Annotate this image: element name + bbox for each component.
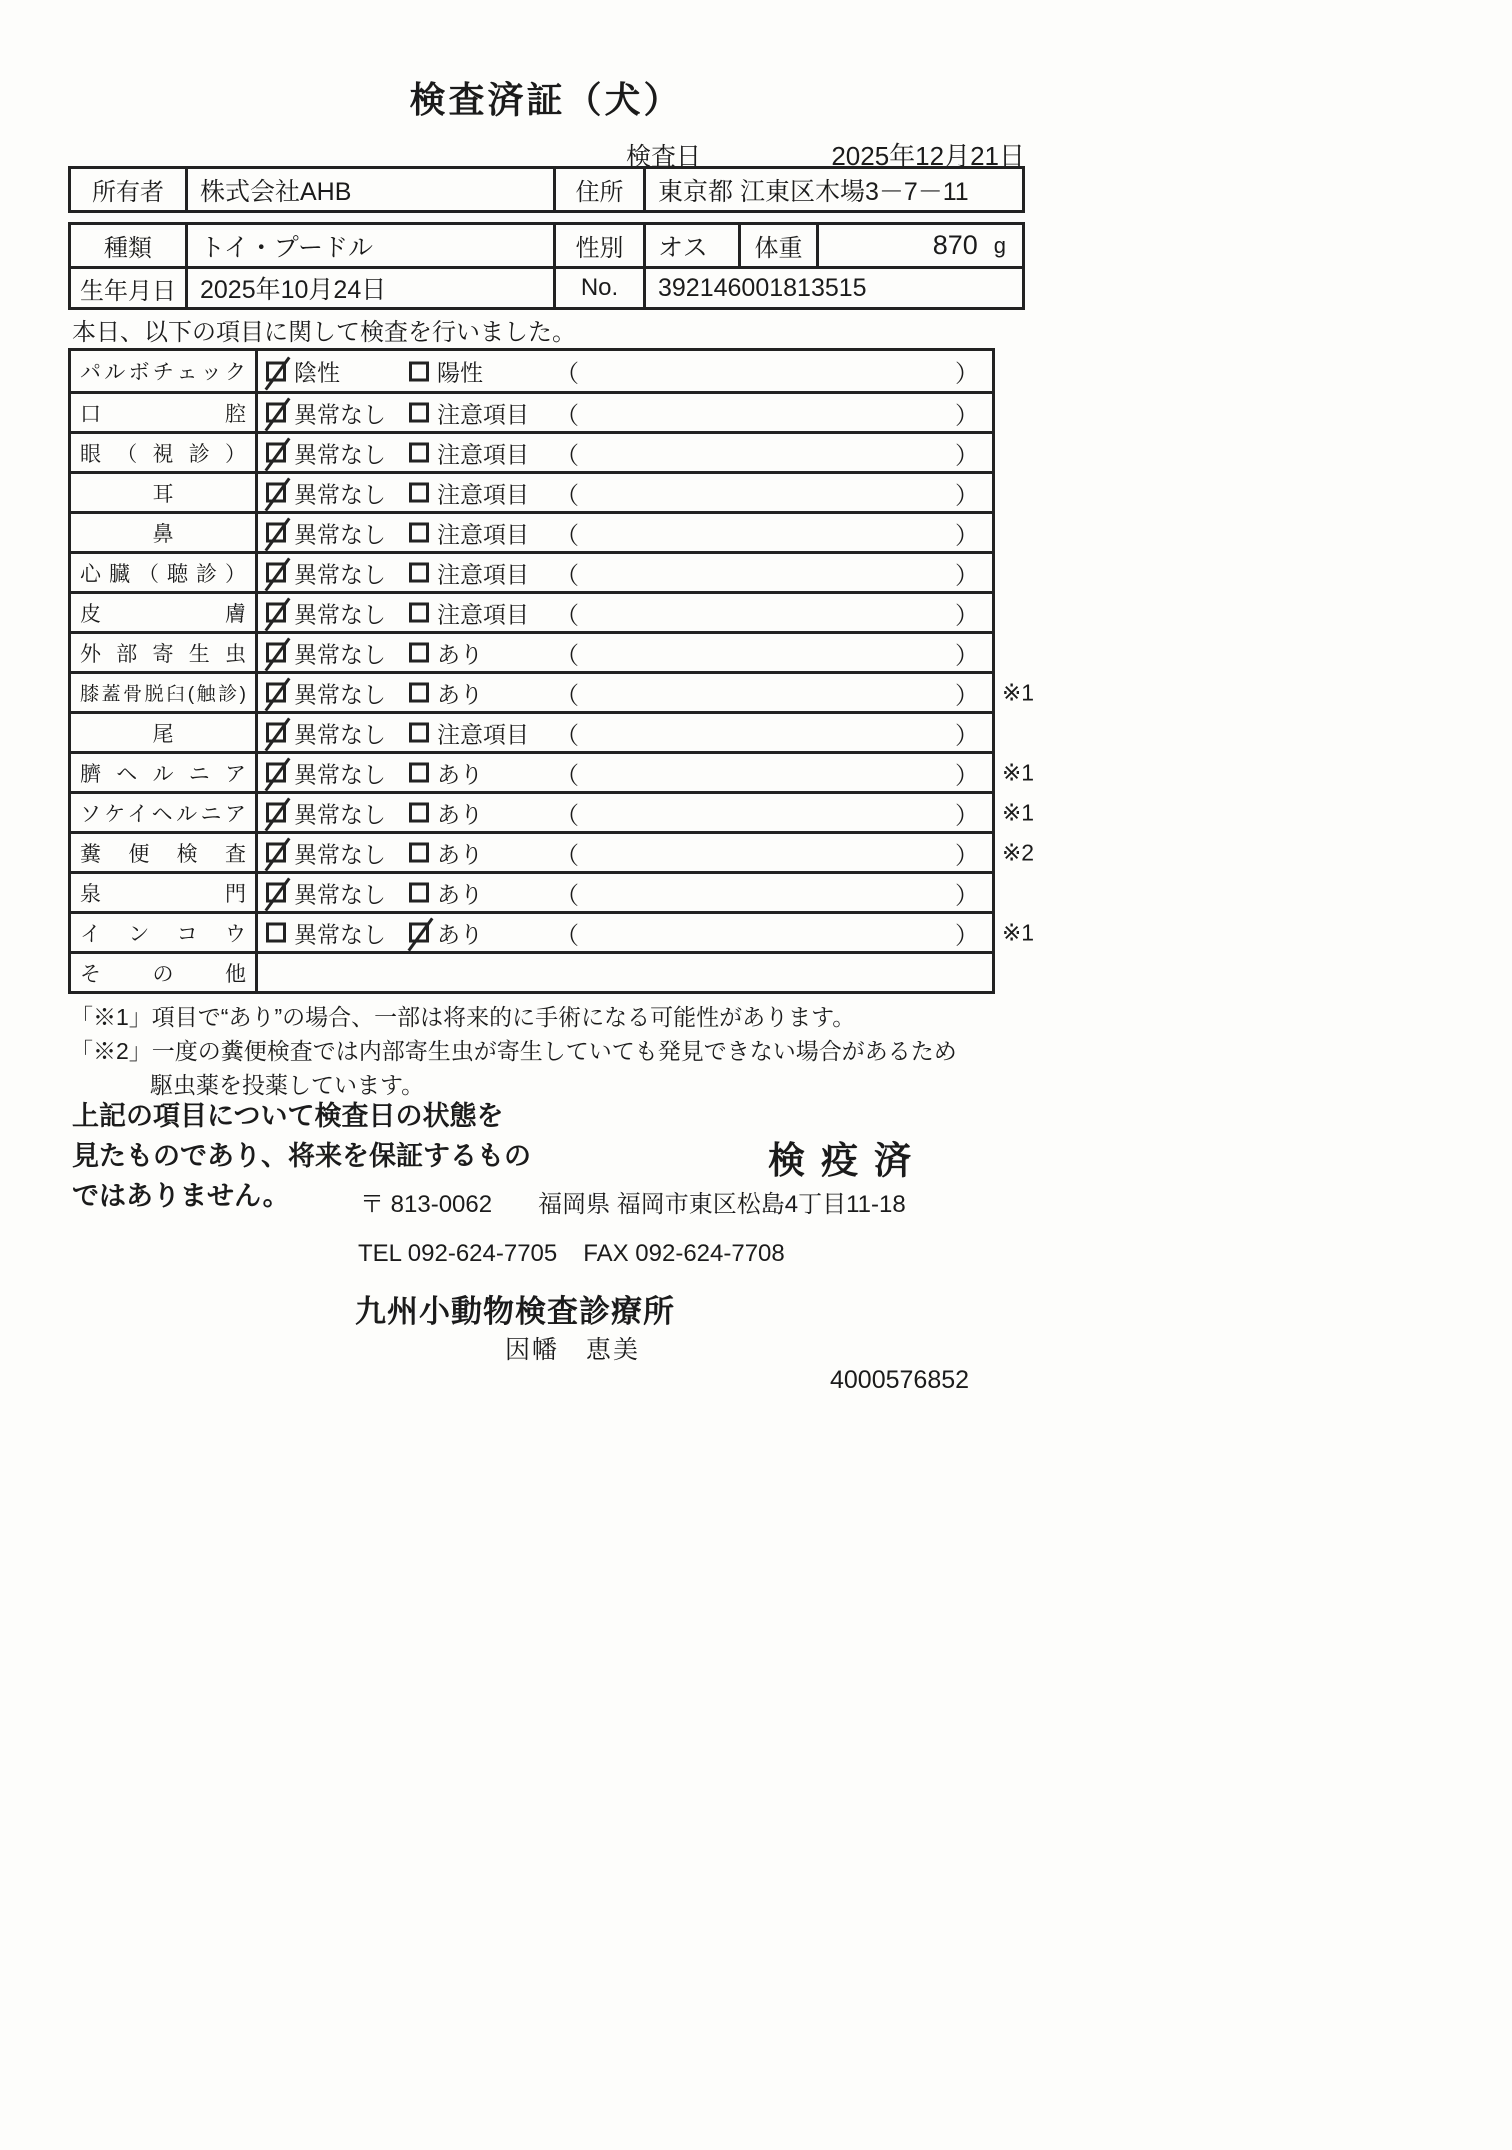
owner-row bbox=[71, 169, 1022, 210]
paren-close: ） bbox=[955, 762, 979, 789]
paren-open: （ bbox=[555, 762, 579, 789]
checkbox-icon bbox=[409, 923, 429, 943]
paren-close: ） bbox=[955, 922, 979, 949]
address-value: 東京都 江東区木場3－7－11 bbox=[643, 169, 1022, 210]
checkbox-icon bbox=[266, 361, 286, 381]
checkbox-icon bbox=[266, 563, 286, 583]
breed-value: トイ・プードル bbox=[185, 225, 553, 266]
intro-text: 本日、以下の項目に関して検査を行いました。 bbox=[72, 319, 576, 346]
owner-table bbox=[68, 166, 1025, 213]
option-label: 異常なし bbox=[294, 721, 386, 747]
clinic-fax: FAX 092-624-7708 bbox=[583, 1240, 785, 1267]
checkbox-icon bbox=[266, 683, 286, 703]
paren-close: ） bbox=[955, 842, 979, 869]
item-name: 鼻 bbox=[152, 522, 174, 546]
option-label: 異常なし bbox=[294, 761, 386, 787]
clinic-postal-row bbox=[360, 1184, 906, 1219]
checklist-row-parvo bbox=[71, 351, 992, 391]
option-label: あり bbox=[437, 681, 483, 707]
option-label: 異常なし bbox=[294, 401, 386, 427]
dob-value: 2025年10月24日 bbox=[185, 269, 553, 307]
checkbox-icon bbox=[409, 843, 429, 863]
option-label: 異常なし bbox=[294, 681, 386, 707]
checkbox-icon bbox=[409, 803, 429, 823]
item-name: 皮膚 bbox=[80, 602, 246, 626]
item-name: 眼（視診） bbox=[80, 442, 246, 466]
checkbox-icon bbox=[266, 403, 286, 423]
paren-close: ） bbox=[955, 642, 979, 669]
disclaimer-line-3: ではありません。 bbox=[72, 1181, 290, 1211]
paren-close: ） bbox=[955, 522, 979, 549]
checkbox-icon bbox=[409, 403, 429, 423]
checkbox-icon bbox=[409, 883, 429, 903]
paren-close: ） bbox=[955, 402, 979, 429]
clinic-tel: TEL 092-624-7705 bbox=[358, 1240, 558, 1267]
paren-close: ） bbox=[955, 722, 979, 749]
footnote-1: 「※1」項目で“あり”の場合、一部は将来的に手術になる可能性があります。 bbox=[70, 1004, 856, 1030]
item-name: その他 bbox=[80, 962, 246, 986]
clinic-name: 九州小動物検査診療所 bbox=[355, 1294, 675, 1329]
paren-close: ） bbox=[955, 682, 979, 709]
footnotes bbox=[70, 1000, 957, 1102]
checklist-row-other bbox=[71, 951, 992, 991]
weight-value: 870 bbox=[932, 230, 978, 260]
sex-label: 性別 bbox=[553, 225, 643, 266]
checkbox-icon bbox=[266, 843, 286, 863]
checklist-row-eyes bbox=[71, 431, 992, 471]
checklist-row-heart bbox=[71, 551, 992, 591]
weight-label: 体重 bbox=[738, 225, 816, 266]
option-label: あり bbox=[437, 921, 483, 947]
option-label: 異常なし bbox=[294, 601, 386, 627]
owner-value: 株式会社AHB bbox=[185, 169, 553, 210]
checkbox-icon bbox=[409, 483, 429, 503]
paren-close: ） bbox=[955, 482, 979, 509]
paren-open: （ bbox=[555, 602, 579, 629]
option-label: あり bbox=[437, 641, 483, 667]
address-label: 住所 bbox=[553, 169, 643, 210]
option-label: 注意項目 bbox=[437, 721, 529, 747]
inspection-date-value: 2025年12月21日 bbox=[831, 141, 1025, 171]
option-label: 異常なし bbox=[294, 481, 386, 507]
disclaimer-line-2: 見たものであり、将来を保証するもの bbox=[72, 1141, 531, 1171]
paren-open: （ bbox=[555, 642, 579, 669]
item-name: インコウ bbox=[80, 922, 246, 946]
option-label: 異常なし bbox=[294, 441, 386, 467]
option-label: 異常なし bbox=[294, 881, 386, 907]
option-label: 異常なし bbox=[294, 561, 386, 587]
checklist-row-patella bbox=[71, 671, 1035, 711]
breed-label: 種類 bbox=[104, 235, 152, 262]
checkbox-icon bbox=[409, 723, 429, 743]
option-label: あり bbox=[437, 801, 483, 827]
checkbox-icon bbox=[266, 523, 286, 543]
dob-row bbox=[71, 266, 1022, 307]
paren-close: ） bbox=[955, 360, 979, 388]
sex-value: オス bbox=[643, 225, 738, 266]
paren-open: （ bbox=[555, 360, 579, 388]
option-label: 注意項目 bbox=[437, 601, 529, 627]
info-table bbox=[68, 222, 1025, 310]
item-name: 膝蓋骨脱臼(触診) bbox=[80, 684, 246, 705]
footnote-mark: ※1 bbox=[1002, 759, 1035, 785]
paren-open: （ bbox=[555, 842, 579, 869]
footnote-mark: ※2 bbox=[1002, 839, 1035, 865]
paren-open: （ bbox=[555, 562, 579, 589]
paren-open: （ bbox=[555, 482, 579, 509]
checklist-row-fecal-exam bbox=[71, 831, 1035, 871]
option-label: 注意項目 bbox=[437, 481, 529, 507]
checkbox-icon bbox=[409, 603, 429, 623]
checkbox-icon bbox=[266, 763, 286, 783]
paren-open: （ bbox=[555, 442, 579, 469]
checklist-row-mouth bbox=[71, 391, 992, 431]
option-label: 陽性 bbox=[437, 359, 483, 386]
inspection-date-label: 検査日 bbox=[626, 142, 702, 171]
postal-code: 〒 813-0062 bbox=[360, 1191, 493, 1218]
option-label: 異常なし bbox=[294, 641, 386, 667]
paren-open: （ bbox=[555, 522, 579, 549]
paren-open: （ bbox=[555, 922, 579, 949]
option-label: 注意項目 bbox=[437, 401, 529, 427]
checkbox-icon bbox=[266, 483, 286, 503]
checklist-row-ears bbox=[71, 471, 992, 511]
paren-open: （ bbox=[555, 882, 579, 909]
option-label: 注意項目 bbox=[437, 441, 529, 467]
checkbox-icon bbox=[409, 683, 429, 703]
item-name: 糞便検査 bbox=[80, 842, 246, 866]
weight-unit: g bbox=[993, 232, 1006, 258]
page-title: 検査済証（犬） bbox=[409, 79, 683, 120]
checkbox-icon bbox=[266, 923, 286, 943]
paren-open: （ bbox=[555, 402, 579, 429]
checkbox-icon bbox=[409, 443, 429, 463]
checklist-row-nose bbox=[71, 511, 992, 551]
footnote-mark: ※1 bbox=[1002, 679, 1035, 705]
paren-close: ） bbox=[955, 802, 979, 829]
item-name: パルボチェック bbox=[80, 361, 246, 384]
checklist-row-tail bbox=[71, 711, 992, 751]
checklist-row-inguinal-hernia bbox=[71, 791, 1035, 831]
option-label: 注意項目 bbox=[437, 561, 529, 587]
item-name: 臍ヘルニア bbox=[80, 762, 246, 786]
clinic-phone-row bbox=[358, 1240, 785, 1268]
footnote-2: 「※2」一度の糞便検査では内部寄生虫が寄生していても発見できない場合があるため bbox=[70, 1038, 957, 1064]
item-name: 口腔 bbox=[80, 402, 246, 426]
option-label: 異常なし bbox=[294, 521, 386, 547]
footnote-mark: ※1 bbox=[1002, 919, 1035, 945]
checkbox-icon bbox=[409, 763, 429, 783]
option-label: 注意項目 bbox=[437, 521, 529, 547]
paren-open: （ bbox=[555, 682, 579, 709]
checklist-row-skin bbox=[71, 591, 992, 631]
checkbox-icon bbox=[409, 361, 429, 381]
clinic-address: 福岡県 福岡市東区松島4丁目11-18 bbox=[538, 1191, 906, 1218]
paren-close: ） bbox=[955, 442, 979, 469]
weight-cell bbox=[816, 225, 1022, 266]
examiner-name: 因幡 恵美 bbox=[505, 1336, 641, 1364]
checkbox-icon bbox=[266, 643, 286, 663]
paren-close: ） bbox=[955, 882, 979, 909]
breed-row bbox=[71, 225, 1022, 266]
checklist-row-inkou bbox=[71, 911, 1035, 951]
checkbox-icon bbox=[266, 883, 286, 903]
item-name: 泉門 bbox=[80, 882, 246, 906]
checklist-row-umbilical-hernia bbox=[71, 751, 1035, 791]
item-name: 外部寄生虫 bbox=[80, 642, 246, 666]
quarantine-stamp: 検疫済 bbox=[768, 1140, 927, 1181]
option-label: あり bbox=[437, 761, 483, 787]
paren-close: ） bbox=[955, 602, 979, 629]
checkbox-icon bbox=[266, 803, 286, 823]
checkbox-icon bbox=[266, 723, 286, 743]
footnote-2-continued: 駆虫薬を投薬しています。 bbox=[150, 1072, 425, 1098]
no-label: No. bbox=[553, 269, 643, 307]
checklist-row-external-parasites bbox=[71, 631, 992, 671]
option-label: 異常なし bbox=[294, 921, 386, 947]
option-label: 異常なし bbox=[294, 801, 386, 827]
checklist-table bbox=[68, 348, 1035, 994]
paren-close: ） bbox=[955, 562, 979, 589]
option-label: 異常なし bbox=[294, 841, 386, 867]
owner-label: 所有者 bbox=[92, 179, 164, 206]
disclaimer-line-1: 上記の項目について検査日の状態を bbox=[72, 1101, 504, 1131]
footnote-mark: ※1 bbox=[1002, 799, 1035, 825]
checkbox-icon bbox=[266, 603, 286, 623]
paren-open: （ bbox=[555, 722, 579, 749]
checkbox-icon bbox=[266, 443, 286, 463]
item-name: 耳 bbox=[152, 482, 174, 506]
option-label: あり bbox=[437, 841, 483, 867]
checkbox-icon bbox=[409, 563, 429, 583]
item-name: 心臓（聴診） bbox=[80, 562, 246, 586]
dob-label: 生年月日 bbox=[80, 277, 176, 305]
checklist-row-fontanelle bbox=[71, 871, 992, 911]
checkbox-icon bbox=[409, 523, 429, 543]
paren-open: （ bbox=[555, 802, 579, 829]
checkbox-icon bbox=[409, 643, 429, 663]
option-label: 陰性 bbox=[294, 359, 340, 386]
serial-number: 4000576852 bbox=[830, 1366, 970, 1394]
item-name: 尾 bbox=[152, 722, 174, 746]
no-value: 392146001813515 bbox=[643, 269, 1022, 307]
item-name: ソケイヘルニア bbox=[80, 802, 246, 826]
option-label: あり bbox=[437, 881, 483, 907]
